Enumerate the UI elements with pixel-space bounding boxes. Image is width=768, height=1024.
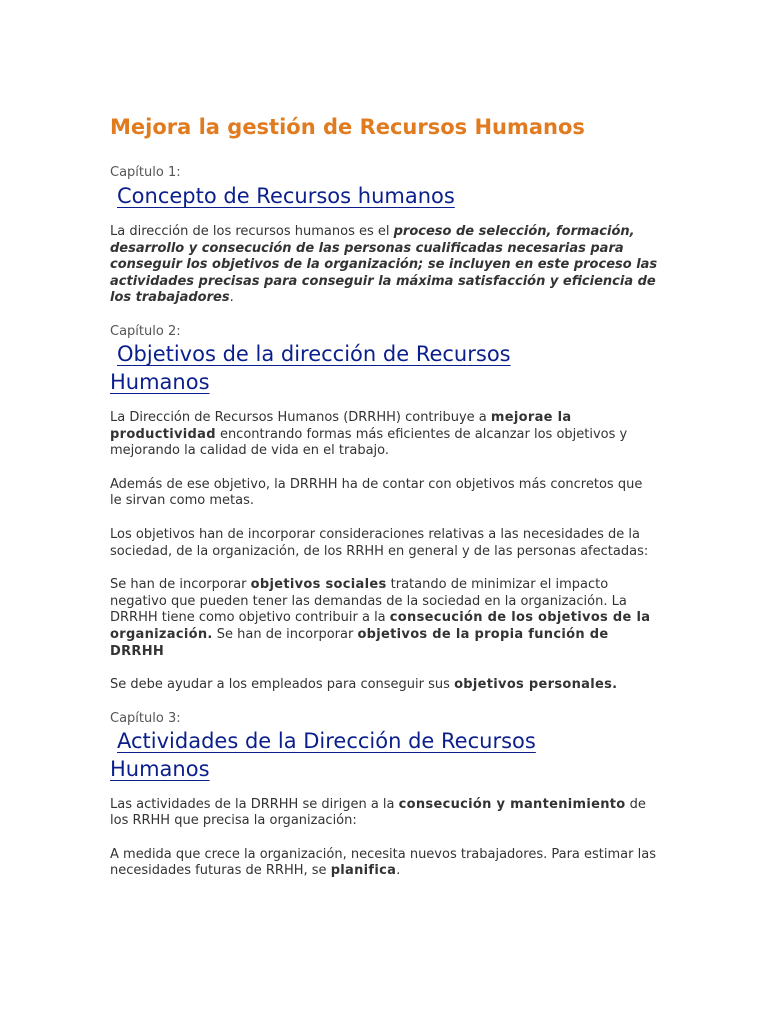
text-run: Se han de incorporar	[212, 626, 358, 642]
emphasis-run: proceso de selección, formación, desarrollo y consecución de las personas cualificadas necesarias para conseguir los objetivos de la organización; se incluyen en este proceso las actividades precisas para conseguir la máxima satisfacción y eficiencia de los trabajadores	[110, 224, 658, 306]
paragraph	[110, 677, 658, 694]
paragraph	[110, 477, 658, 510]
chapter-heading[interactable]	[110, 182, 658, 210]
chapter-3	[110, 711, 658, 880]
text-run: A medida que crece la organización, necesita nuevos trabajadores. Para estimar las necesidades futuras de RRHH, se	[110, 846, 656, 879]
chapter-label: Capítulo 2:	[110, 323, 181, 339]
chapter-heading-line2[interactable]: Humanos	[110, 756, 210, 781]
text-run: La Dirección de Recursos Humanos (DRRHH) contribuye a	[110, 409, 491, 425]
paragraph	[110, 527, 658, 560]
chapter-heading-text[interactable]: Concepto de Recursos humanos	[117, 184, 455, 208]
chapter-heading-line1[interactable]: Objetivos de la dirección de Recursos	[117, 341, 511, 366]
paragraph	[110, 797, 658, 830]
emphasis-run: objetivos sociales	[250, 577, 387, 593]
text-run: Se debe ayudar a los empleados para conseguir sus	[110, 677, 455, 693]
emphasis-run: consecución de los objetivos de la organización.	[110, 610, 651, 642]
chapter-heading[interactable]	[110, 340, 658, 396]
text-run: .	[396, 863, 401, 879]
chapter-label: Capítulo 1:	[110, 165, 181, 180]
paragraph	[110, 224, 658, 307]
text-run: Las actividades de la DRRHH se dirigen a la	[110, 796, 399, 812]
text-run: .	[229, 290, 234, 306]
text-run: La dirección de los recursos humanos es el	[110, 224, 394, 239]
chapter-heading[interactable]	[110, 727, 658, 783]
text-run: Además de ese objetivo, la DRRHH ha de contar con objetivos más concretos que le sirvan como metas.	[110, 476, 643, 509]
text-run: encontrando formas más eficientes de alcanzar los objetivos y mejorando la calidad de vida en el trabajo.	[110, 426, 628, 459]
paragraph	[110, 847, 658, 880]
chapter-1	[110, 165, 658, 307]
paragraph	[110, 577, 658, 660]
chapter-heading-line1[interactable]: Actividades de la Dirección de Recursos	[117, 728, 536, 753]
document-page	[110, 114, 658, 897]
chapter-heading-line2[interactable]: Humanos	[110, 369, 210, 394]
paragraph	[110, 410, 658, 460]
emphasis-run: objetivos de la propia función de DRRHH	[110, 626, 609, 659]
text-run: tratando de minimizar el impacto negativo que pueden tener las demandas de la sociedad en la organización. La DRRHH tiene como objetivo contribuir a la	[110, 577, 627, 626]
chapter-2	[110, 324, 658, 694]
chapter-label: Capítulo 3:	[110, 710, 181, 726]
emphasis-run: planifica	[330, 863, 397, 879]
emphasis-run: mejorae la productividad	[110, 409, 572, 442]
text-run: Los objetivos han de incorporar consideraciones relativas a las necesidades de la sociedad, de la organización, de los RRHH en general y de las personas afectadas:	[110, 526, 649, 559]
emphasis-run: consecución y mantenimiento	[398, 796, 626, 812]
text-run: Se han de incorporar	[110, 577, 251, 593]
emphasis-run: objetivos personales.	[454, 677, 618, 693]
document-title: Mejora la gestión de Recursos Humanos	[110, 115, 585, 139]
text-run: de los RRHH que precisa la organización:	[110, 796, 646, 829]
